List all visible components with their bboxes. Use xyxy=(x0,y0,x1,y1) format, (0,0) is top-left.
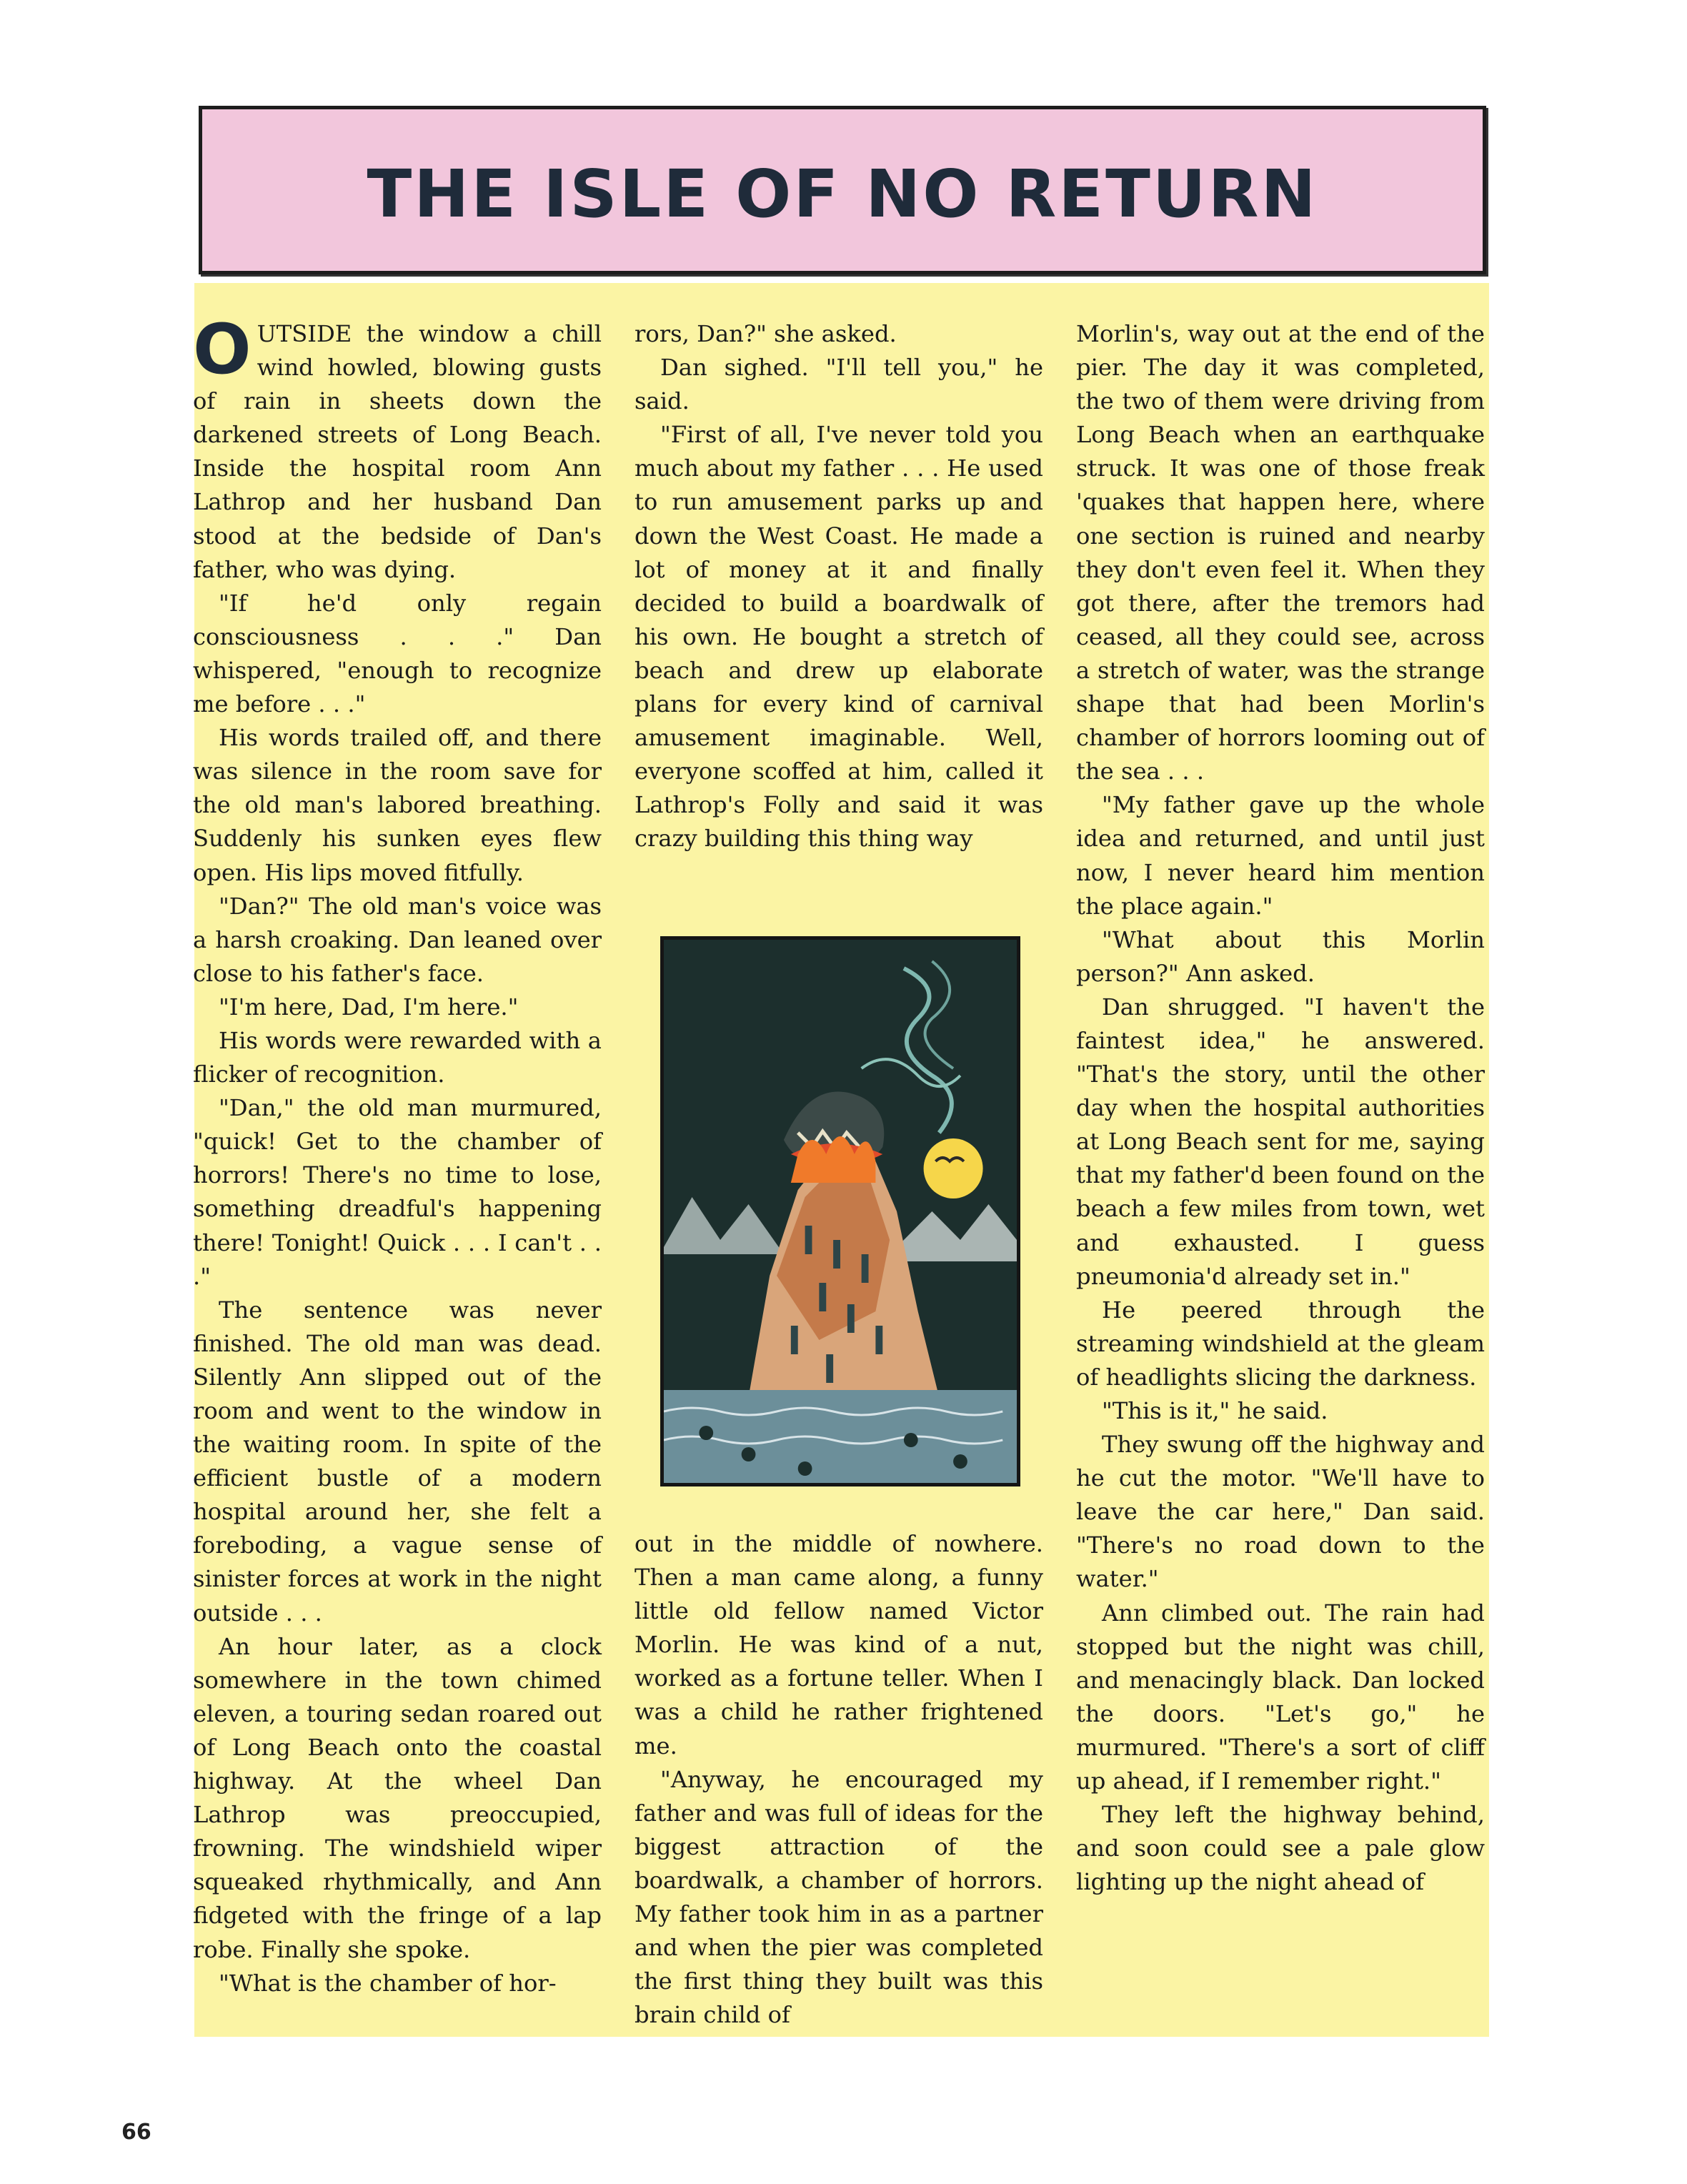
paragraph: "Dan?" The old man's voice was a harsh croaking. Dan leaned over close to his father's face. xyxy=(193,892,602,987)
paragraph: He peered through the streaming windshield at the gleam of headlights slicing the darkness. xyxy=(1076,1296,1485,1391)
paragraph: Morlin's, way out at the end of the pier. The day it was completed, the two of them were driving from Long Beach when an earthquake struck. It was one of those freak 'quakes that happen here, where one section is ruined and nearby they don't even feel it. When they got there, after the tremors had ceased, all they could see, across a stretch of water, was the strange shape that had been Morlin's chamber of horrors looming out of the sea . . . xyxy=(1076,320,1485,785)
story-illustration xyxy=(660,936,1020,1486)
text-column-3 xyxy=(1076,317,1485,1899)
paragraph: out in the middle of nowhere. Then a man came along, a funny little old fellow named Victor Morlin. He was kind of a nut, worked as a fortune teller. When I was a child he rather frightened me. xyxy=(635,1530,1043,1759)
paragraph: They left the highway behind, and soon could see a pale glow lighting up the night ahead of xyxy=(1076,1801,1485,1896)
text-column-2-top xyxy=(635,317,1043,856)
paragraph: OUTSIDE the window a chill wind howled, blowing gusts of rain in sheets down the darkened streets of Long Beach. Inside the hospital room Ann Lathrop and her husband Dan stood at the bedside of Dan's father, who was dying. xyxy=(193,309,602,583)
paragraph: "Dan," the old man murmured, "quick! Get to the chamber of horrors! There's no time to lose, something dreadful's happening there! Tonight! Quick . . . I can't . . ." xyxy=(193,1094,602,1290)
paragraph: rors, Dan?" she asked. xyxy=(635,320,897,347)
text-column-1 xyxy=(193,309,602,2000)
paragraph: Dan sighed. "I'll tell you," he said. xyxy=(635,354,1043,415)
paragraph: "What is the chamber of hor- xyxy=(219,1969,557,1997)
island-illustration-image xyxy=(664,940,1017,1483)
paragraph: His words were rewarded with a flicker of recognition. xyxy=(193,1026,602,1088)
paragraph: They swung off the highway and he cut the motor. "We'll have to leave the car here," Dan said. "There's no road down to the water." xyxy=(1076,1431,1485,1593)
drop-cap: O xyxy=(193,309,252,389)
paragraph: "First of all, I've never told you much about my father . . . He used to run amusement parks up and down the West Coast. He made a lot of money at it and finally decided to build a boardwalk of his own. He bought a stretch of beach and drew up elaborate plans for every kind of carnival amusement imaginable. Well, everyone scoffed at him, called it Lathrop's Folly and said it was crazy building this thing way xyxy=(635,421,1043,853)
title-banner xyxy=(199,106,1486,274)
text-column-2-bottom xyxy=(635,1527,1043,2032)
paragraph: "Anyway, he encouraged my father and was full of ideas for the biggest attraction of the boardwalk, a chamber of horrors. My father took him in as a partner and when the pier was completed the first thing they built was this brain child of xyxy=(635,1765,1043,2029)
paragraph: Dan shrugged. "I haven't the faintest idea," he answered. "That's the story, until the other day when the hospital authorities at Long Beach sent for me, saying that my father'd been found on the beach a few miles from town, wet and exhausted. I guess pneumonia'd already set in." xyxy=(1076,993,1485,1290)
page-number: 66 xyxy=(121,2120,151,2145)
paragraph: His words trailed off, and there was silence in the room save for the old man's labored breathing. Suddenly his sunken eyes flew open. His lips moved fitfully. xyxy=(193,724,602,886)
paragraph: An hour later, as a clock somewhere in the town chimed eleven, a touring sedan roared out of Long Beach onto the coastal highway. At the wheel Dan Lathrop was preoccupied, frowning. The windshield wiper squeaked rhythmically, and Ann fidgeted with the fringe of a lap robe. Finally she spoke. xyxy=(193,1632,602,1963)
paragraph: Ann climbed out. The rain had stopped but the night was chill, and menacingly black. Dan locked the doors. "Let's go," he murmured. "There's a sort of cliff up ahead, if I remember right." xyxy=(1076,1599,1485,1795)
paragraph: "What about this Morlin person?" Ann asked. xyxy=(1076,925,1485,987)
paragraph: "This is it," he said. xyxy=(1102,1397,1328,1424)
paragraph: "If he'd only regain consciousness . . ." Dan whispered, "enough to recognize me before . . ." xyxy=(193,589,602,718)
paragraph: The sentence was never finished. The old man was dead. Silently Ann slipped out of the room and went to the window in the waiting room. In spite of the efficient bustle of a modern hospital around her, she felt a foreboding, a vague sense of sinister forces at work in the night outside . . . xyxy=(193,1296,602,1627)
paragraph: "My father gave up the whole idea and returned, and until just now, I never heard him mention the place again." xyxy=(1076,791,1485,920)
story-title: THE ISLE OF NO RETURN xyxy=(367,155,1318,232)
paragraph: "I'm here, Dad, I'm here." xyxy=(219,993,519,1021)
